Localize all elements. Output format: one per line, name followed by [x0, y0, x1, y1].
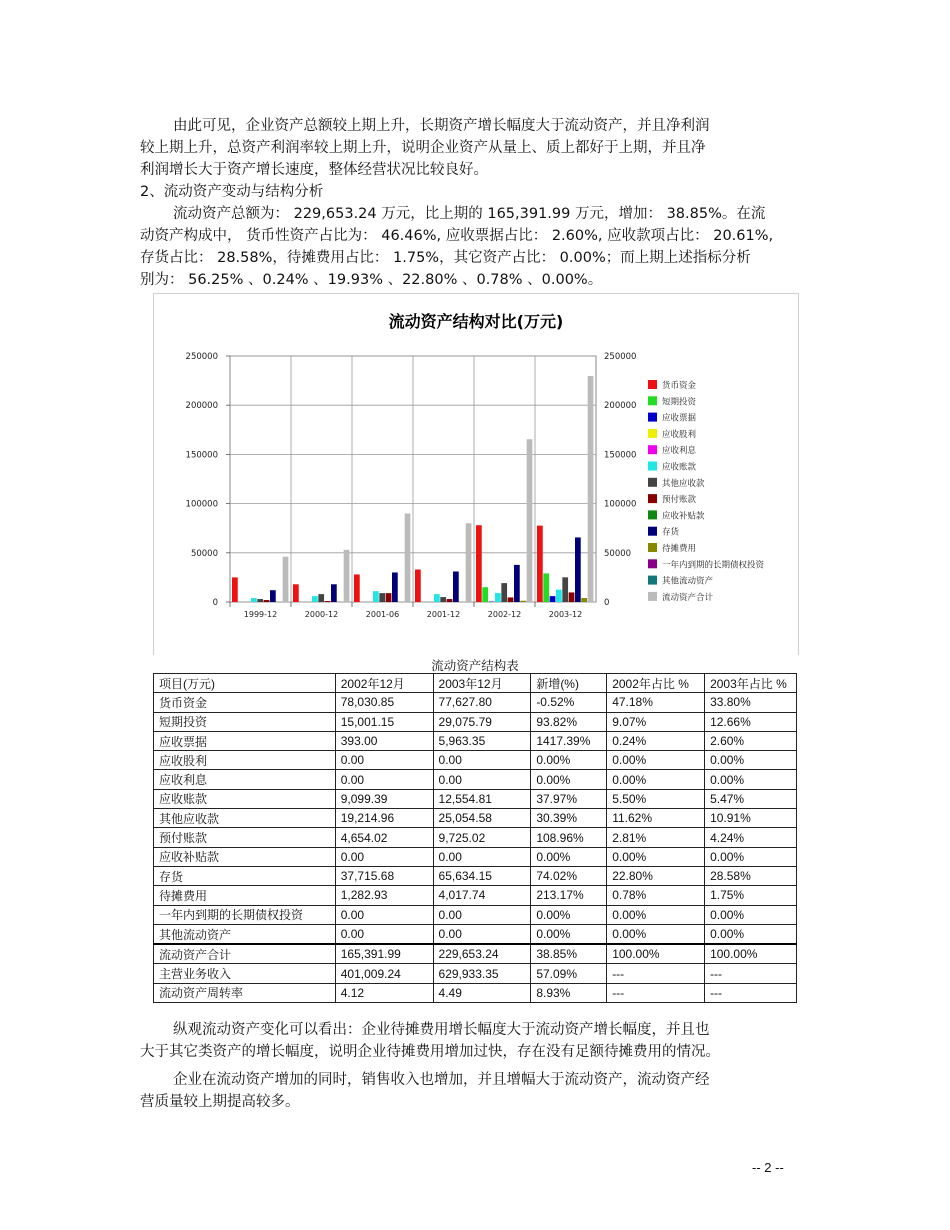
text-line: 营质量较上期提高较多。 [140, 1094, 300, 1110]
table-cell: 0.00% [705, 905, 797, 924]
table-cell: 0.00 [335, 924, 433, 944]
table-cell: 0.00% [531, 751, 607, 770]
table-cell: 8.93% [531, 983, 607, 1002]
text-line: 别为： 56.25% 、0.24% 、19.93% 、22.80% 、0.78% 、0.00%。 [140, 272, 603, 288]
table-cell: 93.82% [531, 712, 607, 731]
bar-应收账款 [495, 593, 501, 602]
y-tick-label-right: 100000 [604, 499, 637, 510]
legend-swatch [648, 380, 657, 389]
column-header: 2002年12月 [335, 674, 433, 693]
table-cell: 229,653.24 [433, 944, 531, 964]
table-cell: 47.18% [607, 693, 705, 712]
table-cell: 0.00 [433, 770, 531, 789]
table-row [154, 924, 797, 944]
table-cell: 应收补贴款 [154, 847, 336, 866]
table-cell: 12,554.81 [433, 789, 531, 808]
table-row [154, 983, 797, 1002]
bar-应收账款 [251, 598, 257, 602]
legend-label: 待摊费用 [662, 544, 697, 554]
table-cell: 74.02% [531, 866, 607, 885]
table-cell: 0.00 [335, 751, 433, 770]
table-cell: 0.00% [607, 905, 705, 924]
legend-swatch [648, 559, 657, 568]
table-cell: --- [607, 964, 705, 983]
y-tick-label-left: 150000 [185, 450, 218, 461]
bar-短期投资 [482, 587, 488, 602]
table-cell: 33.80% [705, 693, 797, 712]
bar-流动资产合计 [466, 523, 472, 602]
table-cell: 1,282.93 [335, 886, 433, 905]
y-tick-label-right: 200000 [604, 401, 637, 412]
table-cell: 0.00% [705, 751, 797, 770]
legend-label: 应收票据 [662, 413, 697, 424]
page-number: -- 2 -- [752, 1160, 784, 1175]
table-cell: 流动资产合计 [154, 944, 336, 964]
table-cell: 0.00% [531, 924, 607, 944]
bar-应收账款 [373, 591, 379, 602]
bar-存货 [575, 537, 581, 602]
current-assets-chart [153, 293, 799, 655]
table-cell: 2.81% [607, 828, 705, 847]
column-header: 2003年12月 [433, 674, 531, 693]
chart-canvas [154, 294, 798, 655]
chart-title: 流动资产结构对比(万元) [388, 312, 564, 331]
text-line: 纵观流动资产变化可以看出：企业待摊费用增长幅度大于流动资产增长幅度，并且也 [173, 1022, 710, 1038]
legend-swatch [648, 527, 657, 536]
bar-预付账款 [264, 600, 270, 602]
table-cell: 其他流动资产 [154, 924, 336, 944]
table-cell: 0.00% [607, 847, 705, 866]
legend-label: 短期投资 [662, 397, 697, 408]
legend-label: 其他流动资产 [662, 576, 714, 587]
bar-其他应收款 [562, 577, 568, 602]
bar-待摊费用 [581, 598, 587, 602]
bar-货币资金 [293, 584, 299, 602]
table-cell: 0.00 [433, 924, 531, 944]
table-caption: 流动资产结构表 [431, 658, 519, 673]
table-row [154, 809, 797, 828]
legend-swatch [648, 396, 657, 405]
table-cell: 0.00% [607, 751, 705, 770]
table-cell: 0.00 [433, 905, 531, 924]
table-cell: 0.00% [705, 847, 797, 866]
table-cell: 4.12 [335, 983, 433, 1002]
text-line: 动资产构成中， 货币性资产占比为： 46.46%, 应收票据占比： 2.60%, 应收款项占比： 20.61%, [140, 228, 774, 244]
table-cell: 预付账款 [154, 828, 336, 847]
y-tick-label-left: 0 [212, 598, 218, 608]
text-line: 流动资产总额为： 229,653.24 万元，比上期的 165,391.99 万元，增加： 38.85%。在流 [173, 206, 766, 222]
table-cell: 4.49 [433, 983, 531, 1002]
table-cell: 65,634.15 [433, 866, 531, 885]
table-cell: 货币资金 [154, 693, 336, 712]
legend-label: 其他应收款 [662, 478, 705, 489]
table-cell: 4.24% [705, 828, 797, 847]
y-tick-label-left: 200000 [185, 401, 218, 412]
table-cell: 37,715.68 [335, 866, 433, 885]
table-cell: 30.39% [531, 809, 607, 828]
table-row [154, 944, 797, 964]
table-cell: 5.47% [705, 789, 797, 808]
bar-预付账款 [386, 593, 392, 602]
table-cell: 应收账款 [154, 789, 336, 808]
bar-货币资金 [476, 525, 482, 602]
column-header: 2003年占比 % [705, 674, 797, 693]
bar-流动资产合计 [588, 376, 594, 602]
y-tick-label-left: 250000 [185, 352, 218, 362]
table-cell: 1.75% [705, 886, 797, 905]
x-tick-label: 2001-12 [426, 610, 461, 619]
table-cell: 0.00 [335, 905, 433, 924]
table-cell: 57.09% [531, 964, 607, 983]
x-tick-label: 1999-12 [243, 610, 278, 619]
bar-其他应收款 [257, 599, 263, 602]
y-tick-label-right: 150000 [604, 450, 637, 461]
bar-货币资金 [354, 574, 360, 602]
table-row [154, 751, 797, 770]
legend-swatch [648, 478, 657, 487]
bar-应收账款 [434, 594, 440, 602]
table-cell: 629,933.35 [433, 964, 531, 983]
y-tick-label-right: 250000 [604, 352, 637, 362]
y-tick-label-left: 50000 [190, 548, 218, 559]
conclusion-paragraph [140, 1019, 810, 1063]
table-cell: 19,214.96 [335, 809, 433, 828]
bar-预付账款 [508, 597, 514, 602]
table-cell: --- [705, 983, 797, 1002]
legend-label: 存货 [662, 527, 680, 538]
table-cell: 0.00% [531, 905, 607, 924]
bar-预付账款 [325, 601, 331, 602]
table-cell: 25,054.58 [433, 809, 531, 828]
table-row [154, 866, 797, 885]
bar-短期投资 [543, 573, 549, 602]
table-cell: 待摊费用 [154, 886, 336, 905]
table-row [154, 828, 797, 847]
table-row [154, 731, 797, 750]
legend-label: 应收账款 [662, 462, 697, 473]
table-cell: 0.00% [531, 770, 607, 789]
table-cell: 0.00% [607, 924, 705, 944]
legend-swatch [648, 429, 657, 438]
table-cell: 应收票据 [154, 731, 336, 750]
bar-预付账款 [569, 592, 575, 602]
table-row [154, 847, 797, 866]
y-tick-label-left: 100000 [185, 499, 218, 510]
text-line: 较上期上升，总资产利润率较上期上升，说明企业资产从量上、质上都好于上期，并且净 [140, 140, 706, 156]
bar-其他应收款 [379, 593, 385, 602]
legend-swatch [648, 494, 657, 503]
legend-label: 预付账款 [662, 495, 697, 506]
bar-流动资产合计 [283, 557, 289, 602]
table-cell: 其他应收款 [154, 809, 336, 828]
table-row [154, 770, 797, 789]
legend-label: 应收补贴款 [662, 511, 705, 522]
legend-swatch [648, 576, 657, 585]
table-cell: 一年内到期的长期债权投资 [154, 905, 336, 924]
table-cell: 12.66% [705, 712, 797, 731]
table-cell: 37.97% [531, 789, 607, 808]
table-cell: 15,001.15 [335, 712, 433, 731]
column-header: 项目(万元) [154, 674, 336, 693]
legend-label: 流动资产合计 [662, 592, 714, 603]
bar-货币资金 [537, 526, 543, 602]
table-cell: 10.91% [705, 809, 797, 828]
column-header: 2002年占比 % [607, 674, 705, 693]
analysis-paragraph [140, 203, 810, 291]
bar-流动资产合计 [344, 550, 350, 602]
legend-swatch [648, 413, 657, 422]
table-header-row [154, 674, 797, 693]
legend-swatch [648, 510, 657, 519]
bar-存货 [392, 572, 398, 602]
legend-label: 一年内到期的长期债权投资 [662, 560, 765, 571]
bar-待摊费用 [520, 601, 526, 602]
table-cell: 213.17% [531, 886, 607, 905]
bar-应收票据 [550, 596, 556, 602]
text-line: 利润增长大于资产增长速度，整体经营状况比较良好。 [140, 162, 488, 178]
table-row [154, 693, 797, 712]
table-row [154, 712, 797, 731]
bar-货币资金 [415, 570, 421, 602]
table-cell: 应收利息 [154, 770, 336, 789]
table-cell: 0.00% [607, 770, 705, 789]
bar-货币资金 [232, 577, 238, 602]
table-cell: 存货 [154, 866, 336, 885]
table-cell: 4,654.02 [335, 828, 433, 847]
table-cell: 2.60% [705, 731, 797, 750]
table-cell: 401,009.24 [335, 964, 433, 983]
bar-存货 [514, 565, 520, 602]
table-row [154, 886, 797, 905]
bar-流动资产合计 [527, 439, 533, 602]
bar-其他应收款 [440, 597, 446, 602]
legend-label: 货币资金 [662, 381, 697, 391]
table-cell: 100.00% [705, 944, 797, 964]
bar-其他应收款 [501, 583, 507, 602]
legend-swatch [648, 445, 657, 454]
text-line: 存货占比： 28.58%，待摊费用占比： 1.75%，其它资产占比： 0.00%；而上期上述指标分析 [140, 250, 751, 266]
intro-paragraph [140, 115, 810, 181]
bar-存货 [453, 571, 459, 602]
x-tick-label: 2000-12 [304, 610, 339, 619]
table-row [154, 905, 797, 924]
table-cell: 5.50% [607, 789, 705, 808]
table-cell: 393.00 [335, 731, 433, 750]
table-cell: 77,627.80 [433, 693, 531, 712]
current-assets-table [153, 673, 797, 1003]
y-tick-label-right: 0 [604, 598, 610, 608]
table-cell: 0.00 [335, 847, 433, 866]
table-cell: 1417.39% [531, 731, 607, 750]
table-cell: 11.62% [607, 809, 705, 828]
y-tick-label-right: 50000 [604, 548, 632, 559]
table-cell: 165,391.99 [335, 944, 433, 964]
table-cell: 28.58% [705, 866, 797, 885]
text-line: 由此可见，企业资产总额较上期上升，长期资产增长幅度大于流动资产，并且净利润 [173, 118, 710, 134]
table-cell: 4,017.74 [433, 886, 531, 905]
x-tick-label: 2002-12 [487, 610, 522, 619]
table-cell: 0.00% [531, 847, 607, 866]
table-cell: 22.80% [607, 866, 705, 885]
table-cell: 短期投资 [154, 712, 336, 731]
table-row [154, 789, 797, 808]
table-cell: 应收股利 [154, 751, 336, 770]
final-paragraph [140, 1069, 810, 1113]
table-cell: -0.52% [531, 693, 607, 712]
bar-流动资产合计 [405, 513, 411, 602]
table-cell: 0.00 [335, 770, 433, 789]
table-cell: 主营业务收入 [154, 964, 336, 983]
text-line: 大于其它类资产的增长幅度，说明企业待摊费用增加过快，存在没有足额待摊费用的情况。 [140, 1044, 720, 1060]
bar-应收账款 [556, 590, 562, 602]
x-tick-label: 2003-12 [548, 610, 583, 619]
table-cell: 9,099.39 [335, 789, 433, 808]
legend-label: 应收利息 [662, 446, 697, 457]
section-heading: 2、流动资产变动与结构分析 [140, 184, 324, 200]
legend-label: 应收股利 [662, 429, 697, 440]
bar-其他应收款 [318, 594, 324, 602]
table-cell: 38.85% [531, 944, 607, 964]
bar-存货 [331, 584, 337, 602]
table-cell: --- [705, 964, 797, 983]
table-cell: 9,725.02 [433, 828, 531, 847]
table-cell: --- [607, 983, 705, 1002]
bar-应收账款 [312, 596, 318, 602]
table-cell: 108.96% [531, 828, 607, 847]
table-cell: 0.00% [705, 924, 797, 944]
table-row [154, 964, 797, 983]
table-cell: 5,963.35 [433, 731, 531, 750]
table-cell: 78,030.85 [335, 693, 433, 712]
table-cell: 29,075.79 [433, 712, 531, 731]
column-header: 新增(%) [531, 674, 607, 693]
text-line: 企业在流动资产增加的同时，销售收入也增加，并且增幅大于流动资产，流动资产经 [173, 1072, 710, 1088]
x-tick-label: 2001-06 [365, 610, 400, 619]
table-cell: 100.00% [607, 944, 705, 964]
table-cell: 0.00% [705, 770, 797, 789]
bar-预付账款 [447, 599, 453, 602]
table-cell: 0.00 [433, 751, 531, 770]
table-cell: 0.00 [433, 847, 531, 866]
bar-存货 [270, 590, 276, 602]
table-cell: 流动资产周转率 [154, 983, 336, 1002]
legend-swatch [648, 543, 657, 552]
table-cell: 9.07% [607, 712, 705, 731]
table-cell: 0.24% [607, 731, 705, 750]
table-cell: 0.78% [607, 886, 705, 905]
legend-swatch [648, 462, 657, 471]
legend-swatch [648, 592, 657, 601]
